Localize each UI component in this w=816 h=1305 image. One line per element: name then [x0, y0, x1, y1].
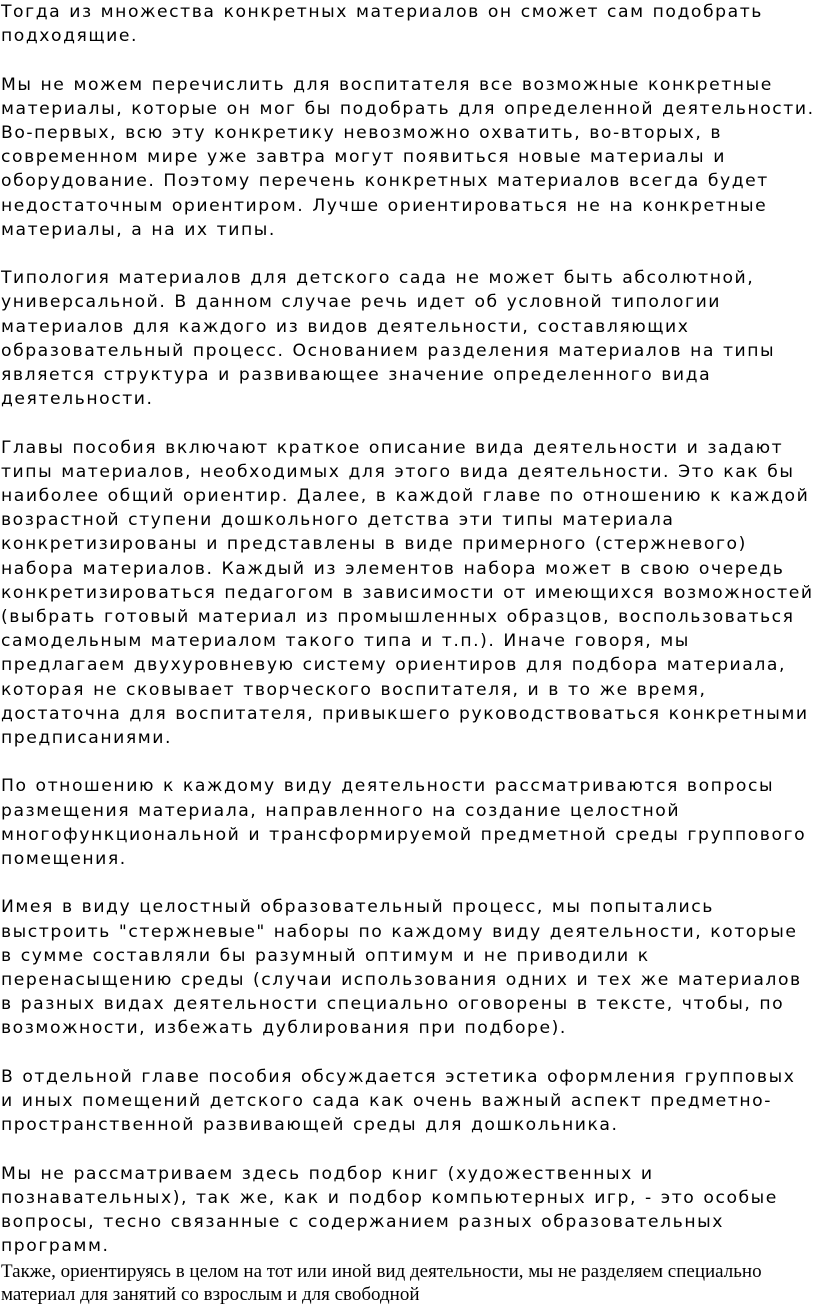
- paragraph-7: В отдельной главе пособия обсуждается эстетика оформления групповых и иных помещений детского сада как очень важный аспект предметно-пространственной развивающей среды для дошкольника.: [1, 1066, 796, 1136]
- paragraph-continuation: Также, ориентируясь в целом на тот или иной вид деятельности, мы не разделяем специально материал для занятий со взрослым и для свободной: [1, 1261, 762, 1305]
- paragraph-5: По отношению к каждому виду деятельности рассматриваются вопросы размещения материала, направленного на создание целостной многофункциональной и трансформируемой предметной среды группового помещения.: [1, 776, 807, 870]
- paragraph-2: Мы не можем перечислить для воспитателя все возможные конкретные материалы, которые он мог бы подобрать для определенной деятельности. Во-первых, всю эту конкретику невозможно охватить, во-вторых, в современном мире уже завтра могут появиться новые материалы и оборудование. Поэтому перечень конкретных материалов всегда будет недостаточным ориентиром. Лучше ориентироваться не на конкретные материалы, а на их типы.: [1, 74, 815, 240]
- paragraph-3: Типология материалов для детского сада не может быть абсолютной, универсальной. В данном случае речь идет об условной типологии материалов для каждого из видов деятельности, составляющих образовательный процесс. Основанием разделения материалов на типы является структура и развивающее значение определенного вида деятельности.: [1, 268, 776, 410]
- paragraph-6: Имея в виду целостный образовательный процесс, мы попытались выстроить "стержневые" наборы по каждому виду деятельности, которые в сумме составляли бы разумный оптимум и не приводили к перенасыщению среды (случаи использования одних и тех же материалов в разных видах деятельности специально оговорены в тексте, чтобы, по возможности, избежать дублирования при подборе).: [1, 897, 802, 1039]
- paragraph-1: Тогда из множества конкретных материалов он сможет сам подобрать подходящие.: [1, 2, 763, 47]
- paragraph-8: Мы не рассматриваем здесь подбор книг (художественных и познавательных), так же, как и подбор компьютерных игр, - это особые вопросы, тесно связанные с содержанием разных образовательных программ.: [1, 1163, 778, 1257]
- paragraph-4: Главы пособия включают краткое описание вида деятельности и задают типы материалов, необходимых для этого вида деятельности. Это как бы наиболее общий ориентир. Далее, в каждой главе по отношению к каждой возрастной ступени дошкольного детства эти типы материала конкретизированы и представлены в виде примерного (стержневого) набора материалов. Каждый из элементов набора может в свою очередь конкретизироваться педагогом в зависимости от имеющихся возможностей (выбрать готовый материал из промышленных образцов, воспользоваться самодельным материалом такого типа и т.п.). Иначе говоря, мы предлагаем двухуровневую систему ориентиров для подбора материала, которая не сковывает творческого воспитателя, и в то же время, достаточна для воспитателя, привыкшего руководствоваться конкретными предписаниями.: [1, 437, 814, 749]
